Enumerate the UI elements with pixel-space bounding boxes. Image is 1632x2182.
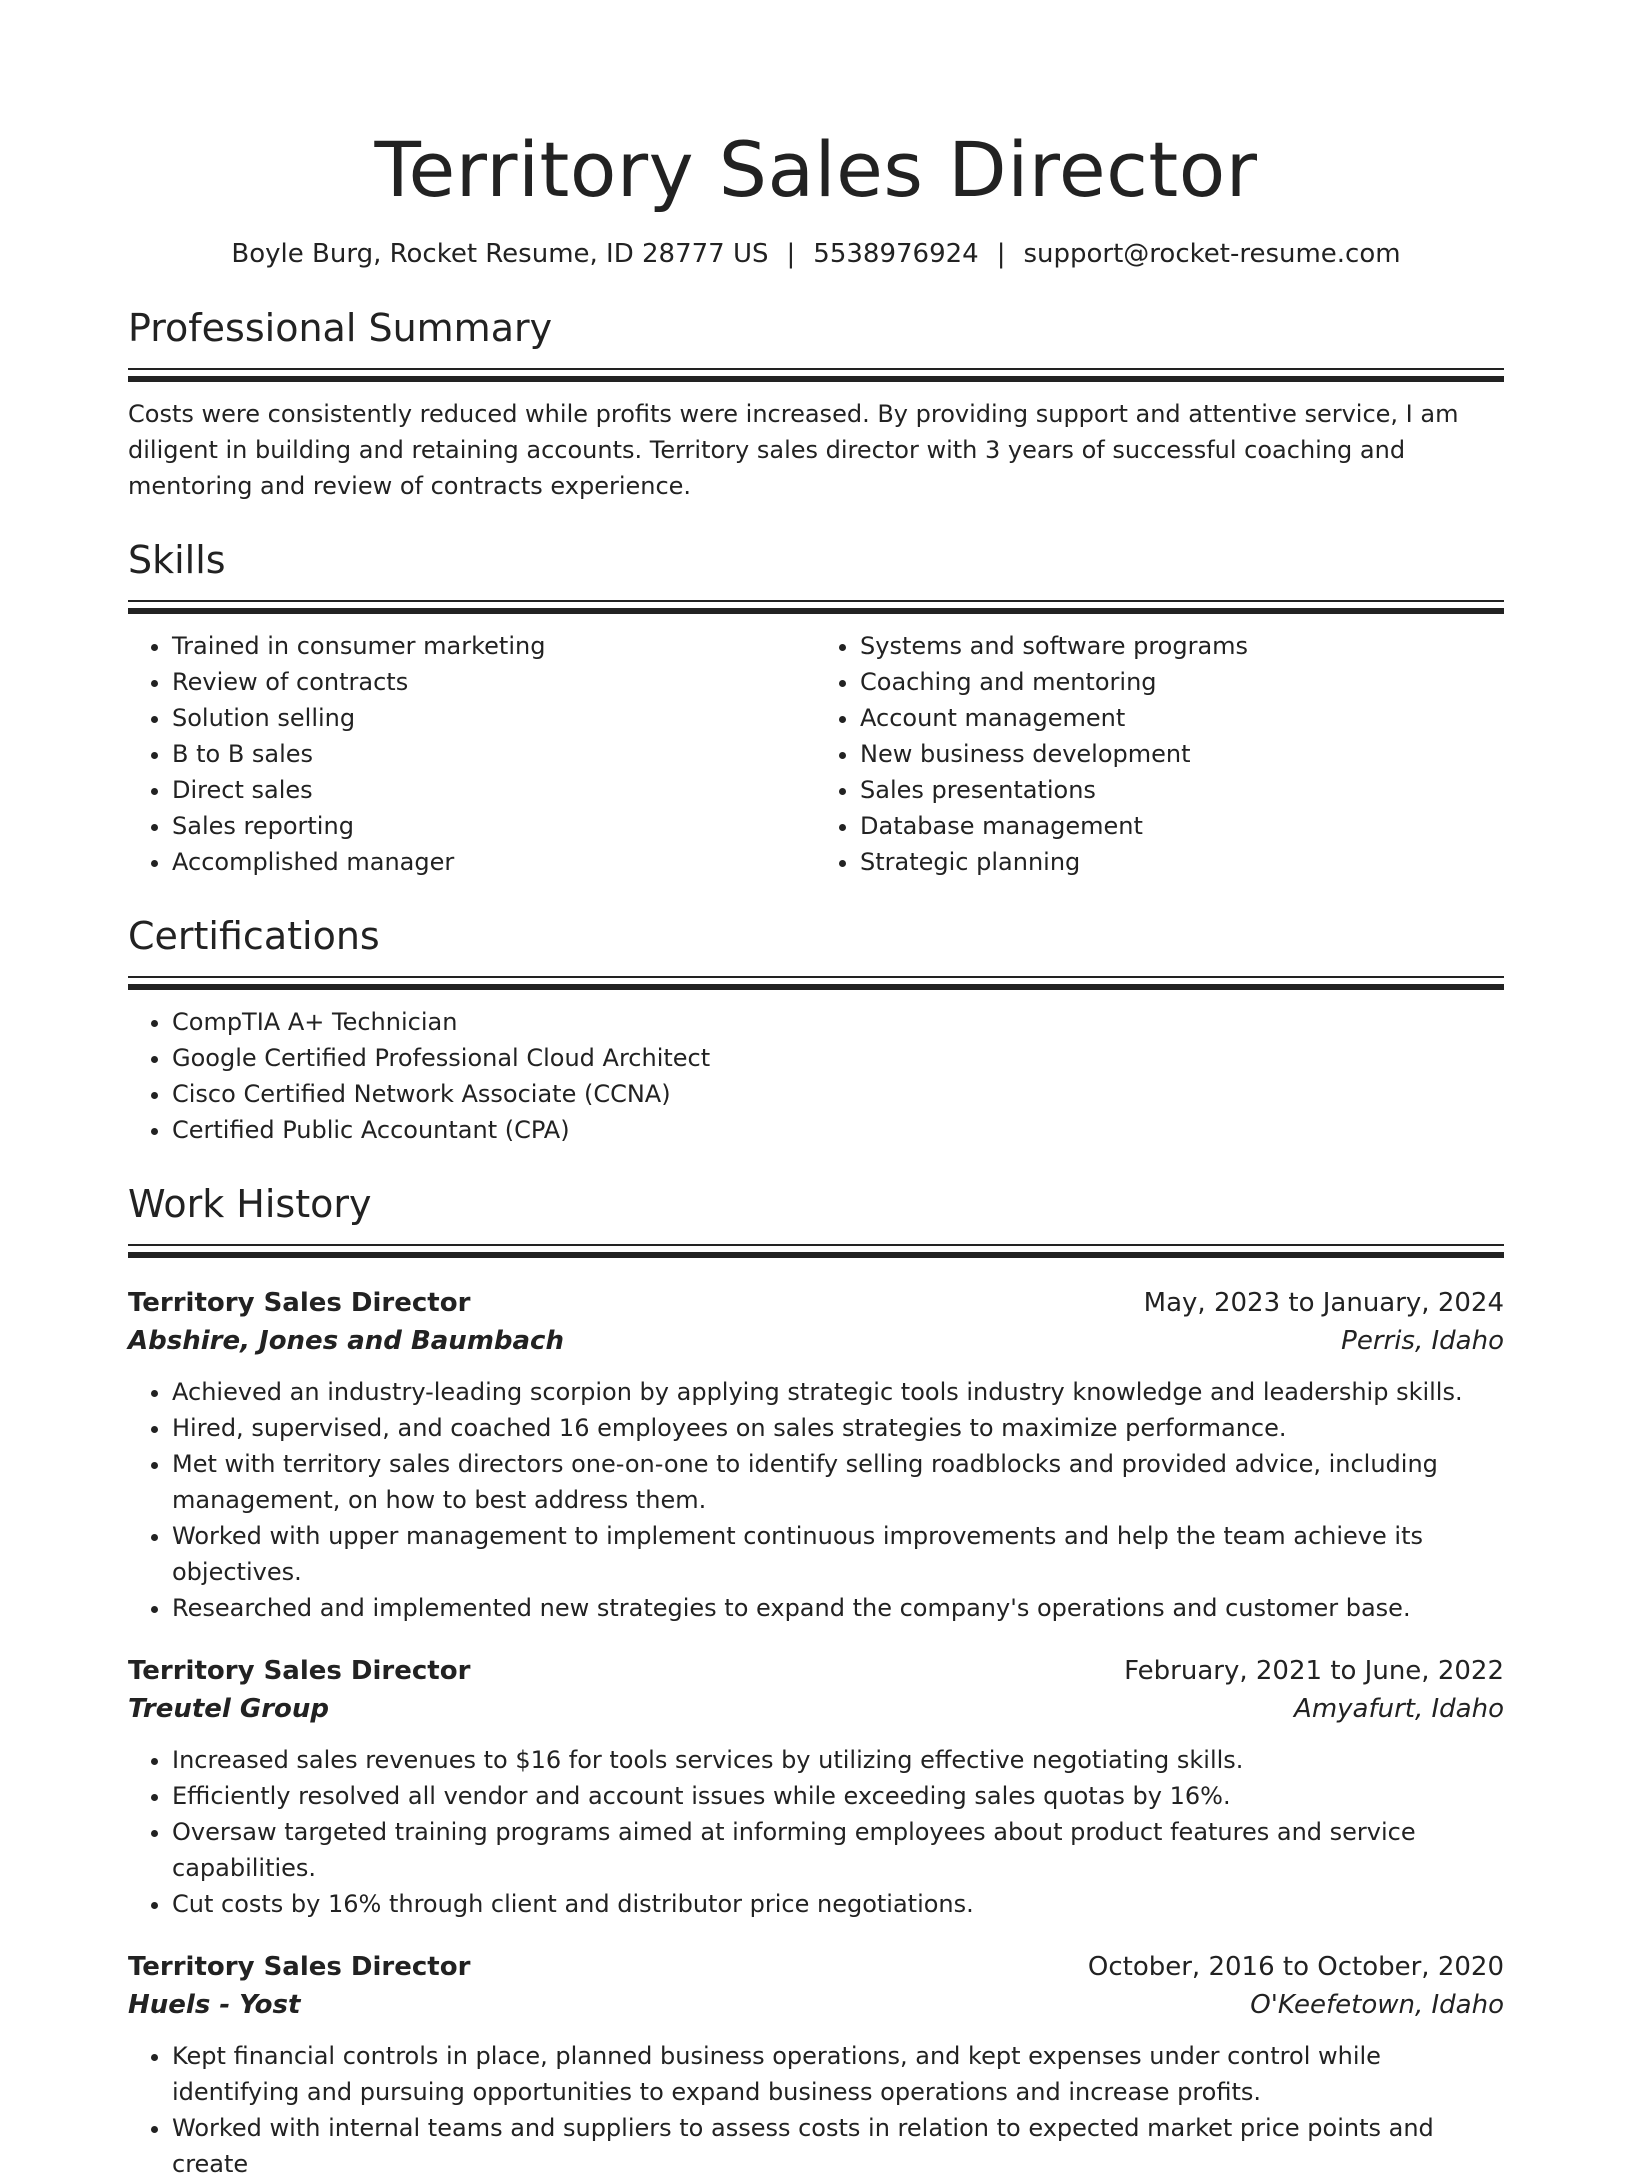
job-company: Huels - Yost <box>128 1990 301 2020</box>
skill-item: • New business development <box>860 736 1504 772</box>
skill-item: • Trained in consumer marketing <box>172 628 816 664</box>
job-location: Perris, Idaho <box>1341 1326 1504 1356</box>
skill-item: • Strategic planning <box>860 844 1504 880</box>
certifications-section-header <box>128 912 1504 990</box>
job-title: Territory Sales Director <box>128 1952 471 1982</box>
job-header-row <box>128 1652 1504 1690</box>
job-location: Amyafurt, Idaho <box>1294 1694 1504 1724</box>
job-bullets <box>128 1374 1504 1626</box>
contact-separator: | <box>996 239 1006 269</box>
job-bullet: • Researched and implemented new strategies to expand the company's operations and customer base. <box>172 1590 1504 1626</box>
resume-title: Territory Sales Director <box>374 125 1258 214</box>
skill-item: • B to B sales <box>172 736 816 772</box>
summary-text: Costs were consistently reduced while profits were increased. By providing support and attentive service, I am diligent in building and retaining accounts. Territory sales director with 3 years of successful coaching and mentoring and review of contracts experience. <box>128 400 1459 500</box>
job-dates: February, 2021 to June, 2022 <box>1124 1656 1504 1686</box>
skills-list-left <box>128 628 816 880</box>
job-company: Treutel Group <box>128 1694 330 1724</box>
job-header-row <box>128 1948 1504 1986</box>
skill-item: • Systems and software programs <box>860 628 1504 664</box>
contact-line <box>128 236 1504 272</box>
contact-address: Boyle Burg, Rocket Resume, ID 28777 US <box>231 239 769 269</box>
certification-item: • Certified Public Accountant (CPA) <box>172 1112 1504 1148</box>
skill-item: • Sales presentations <box>860 772 1504 808</box>
certification-item: • Cisco Certified Network Associate (CCNA) <box>172 1076 1504 1112</box>
job-company-row <box>128 1322 1504 1360</box>
job-bullet: • Hired, supervised, and coached 16 employees on sales strategies to maximize performance. <box>172 1410 1504 1446</box>
job-bullet: • Oversaw targeted training programs aimed at informing employees about product features and service capabilities. <box>172 1814 1504 1886</box>
job-entry <box>128 1652 1504 1922</box>
skill-item: • Database management <box>860 808 1504 844</box>
skill-item: • Accomplished manager <box>172 844 816 880</box>
job-entry <box>128 1284 1504 1626</box>
section-divider <box>128 976 1504 990</box>
job-bullet: • Efficiently resolved all vendor and account issues while exceeding sales quotas by 16%. <box>172 1778 1504 1814</box>
contact-email: support@rocket-resume.com <box>1023 239 1401 269</box>
job-bullets <box>128 2038 1504 2182</box>
certification-item: • CompTIA A+ Technician <box>172 1004 1504 1040</box>
section-divider <box>128 1244 1504 1258</box>
job-location: O'Keefetown, Idaho <box>1250 1990 1504 2020</box>
work-heading: Work History <box>128 1182 372 1226</box>
skills-heading: Skills <box>128 538 226 582</box>
certifications-heading: Certifications <box>128 914 380 958</box>
job-company: Abshire, Jones and Baumbach <box>128 1326 564 1356</box>
job-bullet: • Worked with internal teams and suppliers to assess costs in relation to expected market price points and create <box>172 2110 1504 2182</box>
skill-item: • Review of contracts <box>172 664 816 700</box>
section-divider <box>128 368 1504 382</box>
job-bullet: • Met with territory sales directors one-on-one to identify selling roadblocks and provided advice, including management, on how to best address them. <box>172 1446 1504 1518</box>
job-bullet: • Cut costs by 16% through client and distributor price negotiations. <box>172 1886 1504 1922</box>
job-entry <box>128 1948 1504 2182</box>
job-title: Territory Sales Director <box>128 1656 471 1686</box>
contact-separator: | <box>786 239 796 269</box>
job-dates: May, 2023 to January, 2024 <box>1143 1288 1504 1318</box>
skills-columns <box>128 614 1504 880</box>
job-dates: October, 2016 to October, 2020 <box>1087 1952 1504 1982</box>
summary-heading: Professional Summary <box>128 306 553 350</box>
certifications-list <box>128 1004 1504 1148</box>
skill-item: • Direct sales <box>172 772 816 808</box>
job-header-row <box>128 1284 1504 1322</box>
job-bullet: • Kept financial controls in place, planned business operations, and kept expenses under control while identifying and pursuing opportunities to expand business operations and increase profits. <box>172 2038 1504 2110</box>
certification-item: • Google Certified Professional Cloud Architect <box>172 1040 1504 1076</box>
job-bullet: • Worked with upper management to implement continuous improvements and help the team achieve its objectives. <box>172 1518 1504 1590</box>
job-bullet: • Increased sales revenues to $16 for tools services by utilizing effective negotiating skills. <box>172 1742 1504 1778</box>
contact-phone: 5538976924 <box>813 239 979 269</box>
job-company-row <box>128 1986 1504 2024</box>
skills-section-header <box>128 536 1504 614</box>
job-bullets <box>128 1742 1504 1922</box>
job-bullet: • Achieved an industry-leading scorpion by applying strategic tools industry knowledge and leadership skills. <box>172 1374 1504 1410</box>
work-section-header <box>128 1180 1504 1258</box>
job-company-row <box>128 1690 1504 1728</box>
skills-list-right <box>816 628 1504 880</box>
skill-item: • Solution selling <box>172 700 816 736</box>
section-divider <box>128 600 1504 614</box>
summary-section-header <box>128 304 1504 382</box>
skill-item: • Account management <box>860 700 1504 736</box>
job-title: Territory Sales Director <box>128 1288 471 1318</box>
skill-item: • Sales reporting <box>172 808 816 844</box>
skill-item: • Coaching and mentoring <box>860 664 1504 700</box>
